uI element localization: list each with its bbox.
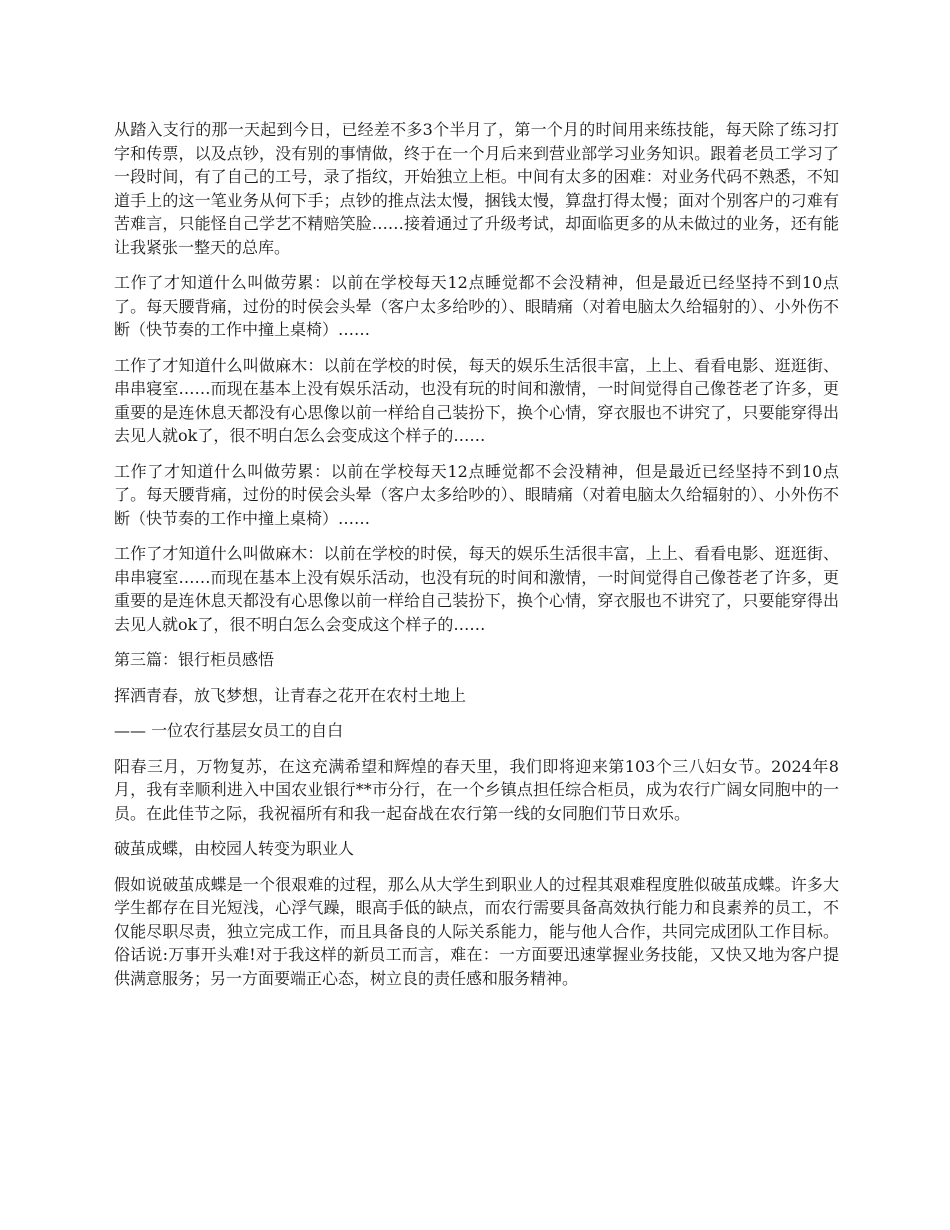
paragraph-tired: 工作了才知道什么叫做劳累：以前在学校每天12点睡觉都不会没精神，但是最近已经坚持不到10点了。每天腰背痛，过份的时侯会头晕（客户太多给吵的）、眼睛痛（对着电脑太久给辐射的）、小外伤不断（快节奏的工作中撞上桌椅）…… [114,273,839,339]
paragraph-numb-repeat: 工作了才知道什么叫做麻木：以前在学校的时侯，每天的娱乐生活很丰富，上上、看看电影、逛逛街、串串寝室……而现在基本上没有娱乐活动，也没有玩的时间和激情，一时间觉得自己像苍老了许多，更重要的是连休息天都没有心思像以前一样给自己装扮下，换个心情，穿衣服也不讲究了，只要能穿得出去见人就ok了，很不明白怎么会变成这个样子的…… [114,544,839,634]
section-subtitle: 挥洒青春，放飞梦想，让青春之花开在农村土地上 [114,685,467,705]
paragraph-tired-repeat: 工作了才知道什么叫做劳累：以前在学校每天12点睡觉都不会没精神，但是最近已经坚持不到10点了。每天腰背痛，过份的时侯会头晕（客户太多给吵的）、眼睛痛（对着电脑太久给辐射的）、小外伤不断（快节奏的工作中撞上桌椅）…… [114,461,839,528]
paragraph-intro: 从踏入支行的那一天起到今日，已经差不多3个半月了，第一个月的时间用来练技能，每天除了练习打字和传票，以及点钞，没有别的事情做，终于在一个月后来到营业部学习业务知识。跟着老员工学习了一段时间，有了自己的工号，录了指纹，开始独立上柜。中间有太多的困难：对业务代码不熟悉，不知道手上的这一笔业务从何下手；点钞的推点法太慢，捆钱太慢，算盘打得太慢；面对个别客户的刁难有苦难言，只能怪自己学艺不精赔笑脸……接着通过了升级考试，却面临更多的从未做过的业务，还有能让我紧张一整天的总库。 [114,120,839,257]
paragraph-transition: 假如说破茧成蝶是一个很艰难的过程，那么从大学生到职业人的过程其艰难程度胜似破茧成蝶。许多大学生都存在目光短浅，心浮气躁，眼高手低的缺点，而农行需要具备高效执行能力和良素养的员工，不仅能尽职尽责，独立完成工作，而且具备良的人际关系能力，能与他人合作，共同完成团队工作目标。俗话说:万事开头难!对于我这样的新员工而言，难在：一方面要迅速掌握业务技能，又快又地为客户提供满意服务；另一方面要端正心态，树立良的责任感和服务精神。 [114,874,839,988]
document-body [114,118,839,1002]
section-byline: —— 一位农行基层女员工的自白 [114,721,344,740]
subsection-heading: 破茧成蝶，由校园人转变为职业人 [114,839,355,858]
paragraph-numb: 工作了才知道什么叫做麻木：以前在学校的时侯，每天的娱乐生活很丰富，上上、看看电影、逛逛街、串串寝室……而现在基本上没有娱乐活动，也没有玩的时间和激情，一时间觉得自己像苍老了许多，更重要的是连休息天都没有心思像以前一样给自己装扮下，换个心情，穿衣服也不讲究了，只要能穿得出去见人就ok了，很不明白怎么会变成这个样子的…… [114,355,839,445]
section-heading: 第三篇：银行柜员感悟 [114,650,275,669]
paragraph-womens-day: 阳春三月，万物复苏，在这充满希望和辉煌的春天里，我们即将迎来第103个三八妇女节。2024年8月，我有幸顺利进入中国农业银行**市分行，在一个乡镇点担任综合柜员，成为农行广阔女同胞中的一员。在此佳节之际，我祝福所有和我一起奋战在农行第一线的女同胞们节日欢乐。 [114,756,839,823]
